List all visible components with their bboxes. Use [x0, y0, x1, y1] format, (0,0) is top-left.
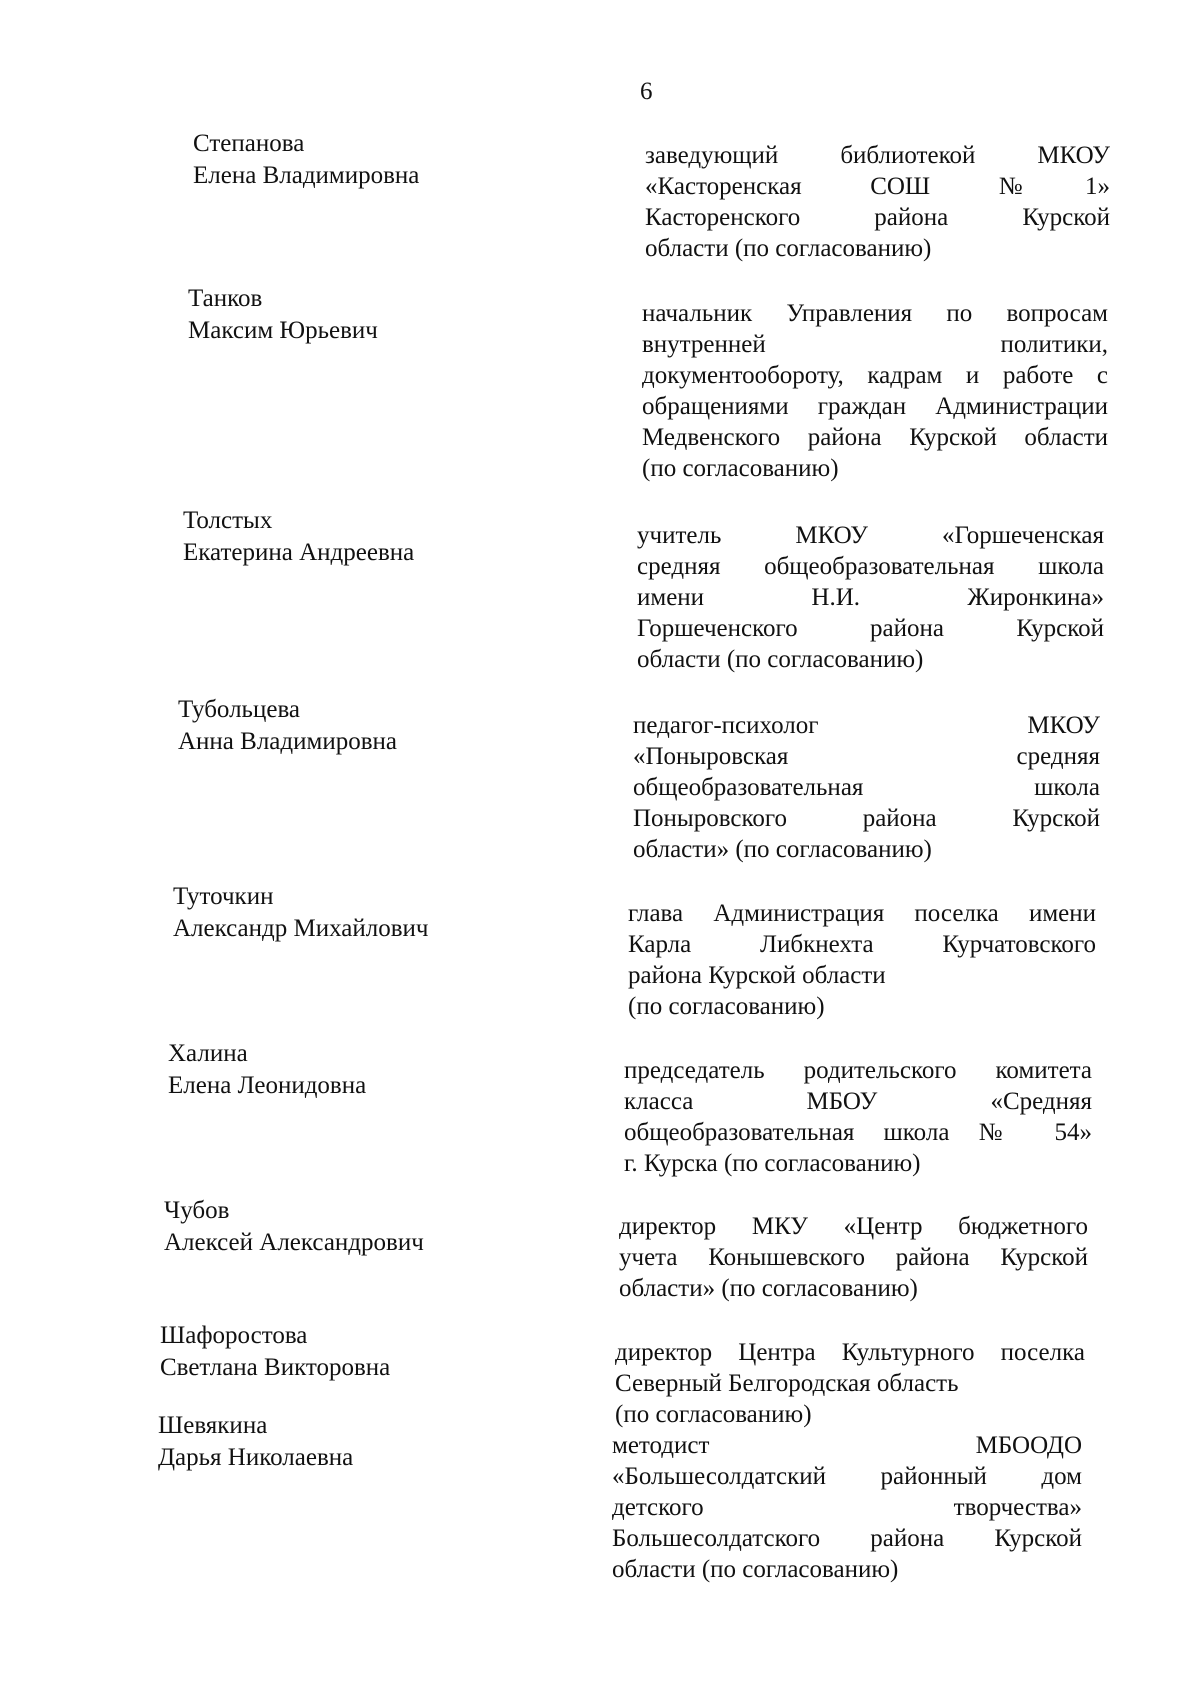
- position-description: [624, 1055, 1092, 1179]
- surname: Тубольцева: [178, 696, 301, 723]
- description-line: Большесолдатского района Курской: [612, 1525, 1082, 1552]
- position-description: [628, 898, 1096, 1022]
- description-line: обращениями граждан Администрации: [642, 393, 1108, 420]
- person-name: [188, 283, 378, 347]
- description-line: внутренней политики,: [642, 331, 1108, 358]
- given-names: Светлана Викторовна: [160, 1354, 391, 1381]
- description-line: района Курской области: [628, 962, 886, 989]
- description-line: (по согласованию): [642, 455, 839, 482]
- description-line: средняя общеобразовательная школа: [637, 553, 1104, 580]
- given-names: Максим Юрьевич: [188, 317, 378, 344]
- description-line: «Поныровская средняя: [633, 743, 1100, 770]
- description-line: области (по согласованию): [637, 646, 924, 673]
- surname: Туточкин: [173, 883, 274, 910]
- description-line: Касторенского района Курской: [645, 204, 1110, 231]
- given-names: Алексей Александрович: [164, 1229, 424, 1256]
- description-line: глава Администрация поселка имени: [628, 900, 1096, 927]
- description-line: директор Центра Культурного поселка: [615, 1339, 1085, 1366]
- description-line: «Касторенская СОШ №1»: [645, 173, 1110, 200]
- surname: Толстых: [183, 507, 273, 534]
- description-line: Горшеченского района Курской: [637, 615, 1104, 642]
- description-line: учитель МКОУ «Горшеченская: [637, 522, 1104, 549]
- surname: Чубов: [164, 1197, 230, 1224]
- person-name: [173, 881, 428, 945]
- given-names: Дарья Николаевна: [158, 1444, 354, 1471]
- description-line: имени Н.И. Жиронкина»: [637, 584, 1104, 611]
- description-line: области» (по согласованию): [633, 836, 932, 863]
- position-description: [637, 520, 1104, 675]
- description-line: учета Конышевского района Курской: [619, 1244, 1088, 1271]
- description-line: г. Курска (по согласованию): [624, 1150, 921, 1177]
- position-description: [642, 298, 1108, 484]
- description-line: директор МКУ «Центр бюджетного: [619, 1213, 1088, 1240]
- surname: Шевякина: [158, 1412, 268, 1439]
- position-description: [615, 1337, 1085, 1430]
- description-line: председатель родительского комитета: [624, 1057, 1092, 1084]
- given-names: Елена Леонидовна: [168, 1072, 367, 1099]
- position-description: [645, 140, 1110, 264]
- position-description: [612, 1430, 1082, 1585]
- position-description: [619, 1211, 1088, 1304]
- page-number: 6: [640, 78, 653, 105]
- given-names: Александр Михайлович: [173, 915, 429, 942]
- description-line: области» (по согласованию): [619, 1275, 918, 1302]
- person-name: [164, 1195, 424, 1259]
- description-line: документообороту, кадрам и работе с: [642, 362, 1108, 389]
- description-line: области (по согласованию): [612, 1556, 899, 1583]
- position-description: [633, 710, 1100, 865]
- description-line: области (по согласованию): [645, 235, 932, 262]
- description-line: (по согласованию): [615, 1401, 812, 1428]
- person-name: [178, 694, 397, 758]
- description-line: Северный Белгородская область: [615, 1370, 959, 1397]
- description-line: общеобразовательная школа № 54»: [624, 1119, 1092, 1146]
- description-line: Поныровского района Курской: [633, 805, 1100, 832]
- person-name: [158, 1410, 353, 1474]
- surname: Шафоростова: [160, 1322, 308, 1349]
- description-line: детского творчества»: [612, 1494, 1082, 1521]
- description-line: заведующий библиотекой МКОУ: [645, 142, 1110, 169]
- given-names: Анна Владимировна: [178, 728, 397, 755]
- surname: Танков: [188, 285, 263, 312]
- description-line: Медвенского района Курской области: [642, 424, 1108, 451]
- description-line: Карла Либкнехта Курчатовского: [628, 931, 1096, 958]
- description-line: общеобразовательная школа: [633, 774, 1100, 801]
- description-line: «Большесолдатский районный дом: [612, 1463, 1082, 1490]
- person-name: [160, 1320, 390, 1384]
- description-line: начальник Управления по вопросам: [642, 300, 1108, 327]
- surname: Степанова: [193, 130, 305, 157]
- given-names: Елена Владимировна: [193, 162, 420, 189]
- description-line: (по согласованию): [628, 993, 825, 1020]
- description-line: педагог-психолог МКОУ: [633, 712, 1100, 739]
- person-name: [193, 128, 419, 192]
- description-line: класса МБОУ «Средняя: [624, 1088, 1092, 1115]
- surname: Халина: [168, 1040, 248, 1067]
- person-name: [183, 505, 414, 569]
- given-names: Екатерина Андреевна: [183, 539, 415, 566]
- person-name: [168, 1038, 366, 1102]
- description-line: методист МБООДО: [612, 1432, 1082, 1459]
